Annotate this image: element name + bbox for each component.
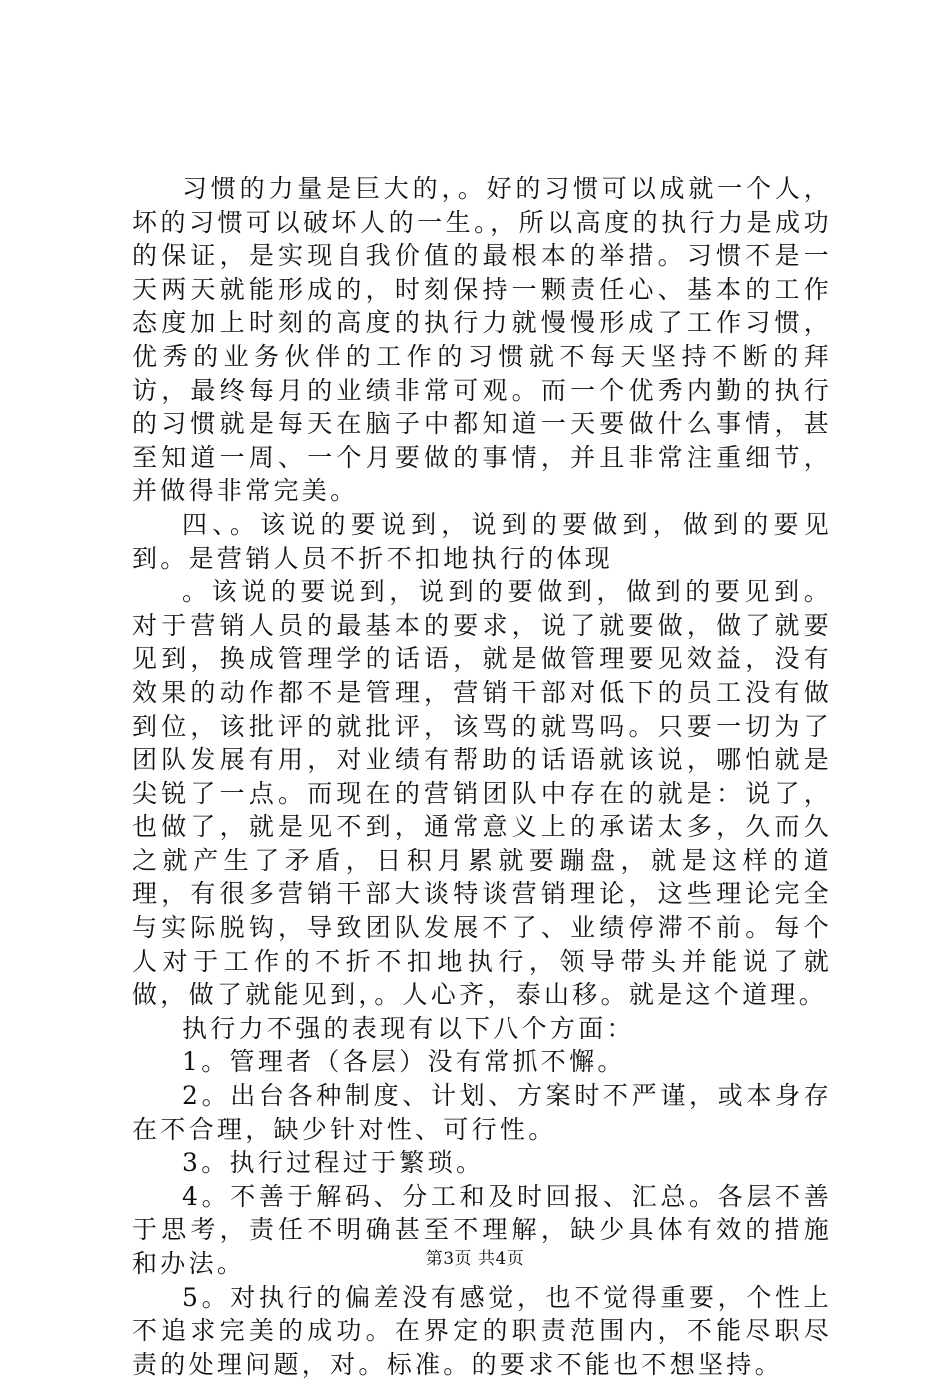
page-number-footer: 第3页 共4页 xyxy=(425,1249,525,1269)
paragraph-habit: 习惯的力量是巨大的，。好的习惯可以成就一个人，坏的习惯可以破坏人的一生。，所以高度的执行力是成功的保证，是实现自我价值的最根本的举措。习惯不是一天两天就能形成的，时刻保持一颗责任心、基本的工作态度加上时刻的高度的执行力就慢慢形成了工作习惯，优秀的业务伙伴的工作的习惯就不每天坚持不断的拜访，最终每月的业绩非常可观。而一个优秀内勤的执行的习惯就是每天在脑子中都知道一天要做什么事情，甚至知道一周、一个月要做的事情，并且非常注重细节，并做得非常完美。 xyxy=(132,174,832,506)
paragraph-say-do-see: 。该说的要说到，说到的要做到，做到的要见到。对于营销人员的最基本的要求，说了就要做，做了就要见到，换成管理学的话语，就是做管理要见效益，没有效果的动作都不是管理，营销干部对低下的员工没有做到位，该批评的就批评，该骂的就骂吗。只要一切为了团队发展有用，对业绩有帮助的话语就该说，哪怕就是尖锐了一点。而现在的营销团队中存在的就是：说了，也做了，就是见不到，通常意义上的承诺太多，久而久之就产生了矛盾，日积月累就要蹦盘，就是这样的道理，有很多营销干部大谈特谈营销理论，这些理论完全与实际脱钩，导致团队发展不了、业绩停滞不前。每个人对于工作的不折不扣地执行，领导带头并能说了就做，做了就能见到，。人心齐，泰山移。就是这个道理。 xyxy=(132,577,832,1010)
list-item-3: 3。执行过程过于繁琐。 xyxy=(182,1148,485,1178)
list-item-1: 1。管理者（各层）没有常抓不懈。 xyxy=(182,1047,626,1077)
list-item-2: 2。出台各种制度、计划、方案时不严谨，或本身存在不合理，缺少针对性、可行性。 xyxy=(132,1081,832,1144)
document-body xyxy=(132,172,832,1381)
paragraph-section-four-heading: 四、。该说的要说到，说到的要做到，做到的要见到。是营销人员不折不扣地执行的体现 xyxy=(132,509,832,573)
paragraph-list-intro: 执行力不强的表现有以下八个方面： xyxy=(182,1013,635,1043)
list-item-5: 5。对执行的偏差没有感觉，也不觉得重要，个性上不追求完美的成功。在界定的职责范围内，不能尽职尽责的处理问题，对。标准。的要求不能也不想坚持。 xyxy=(132,1282,832,1379)
list-item-4: 4。不善于解码、分工和及时回报、汇总。各层不善于思考，责任不明确甚至不理解，缺少具体有效的措施和办法。 xyxy=(132,1181,832,1278)
